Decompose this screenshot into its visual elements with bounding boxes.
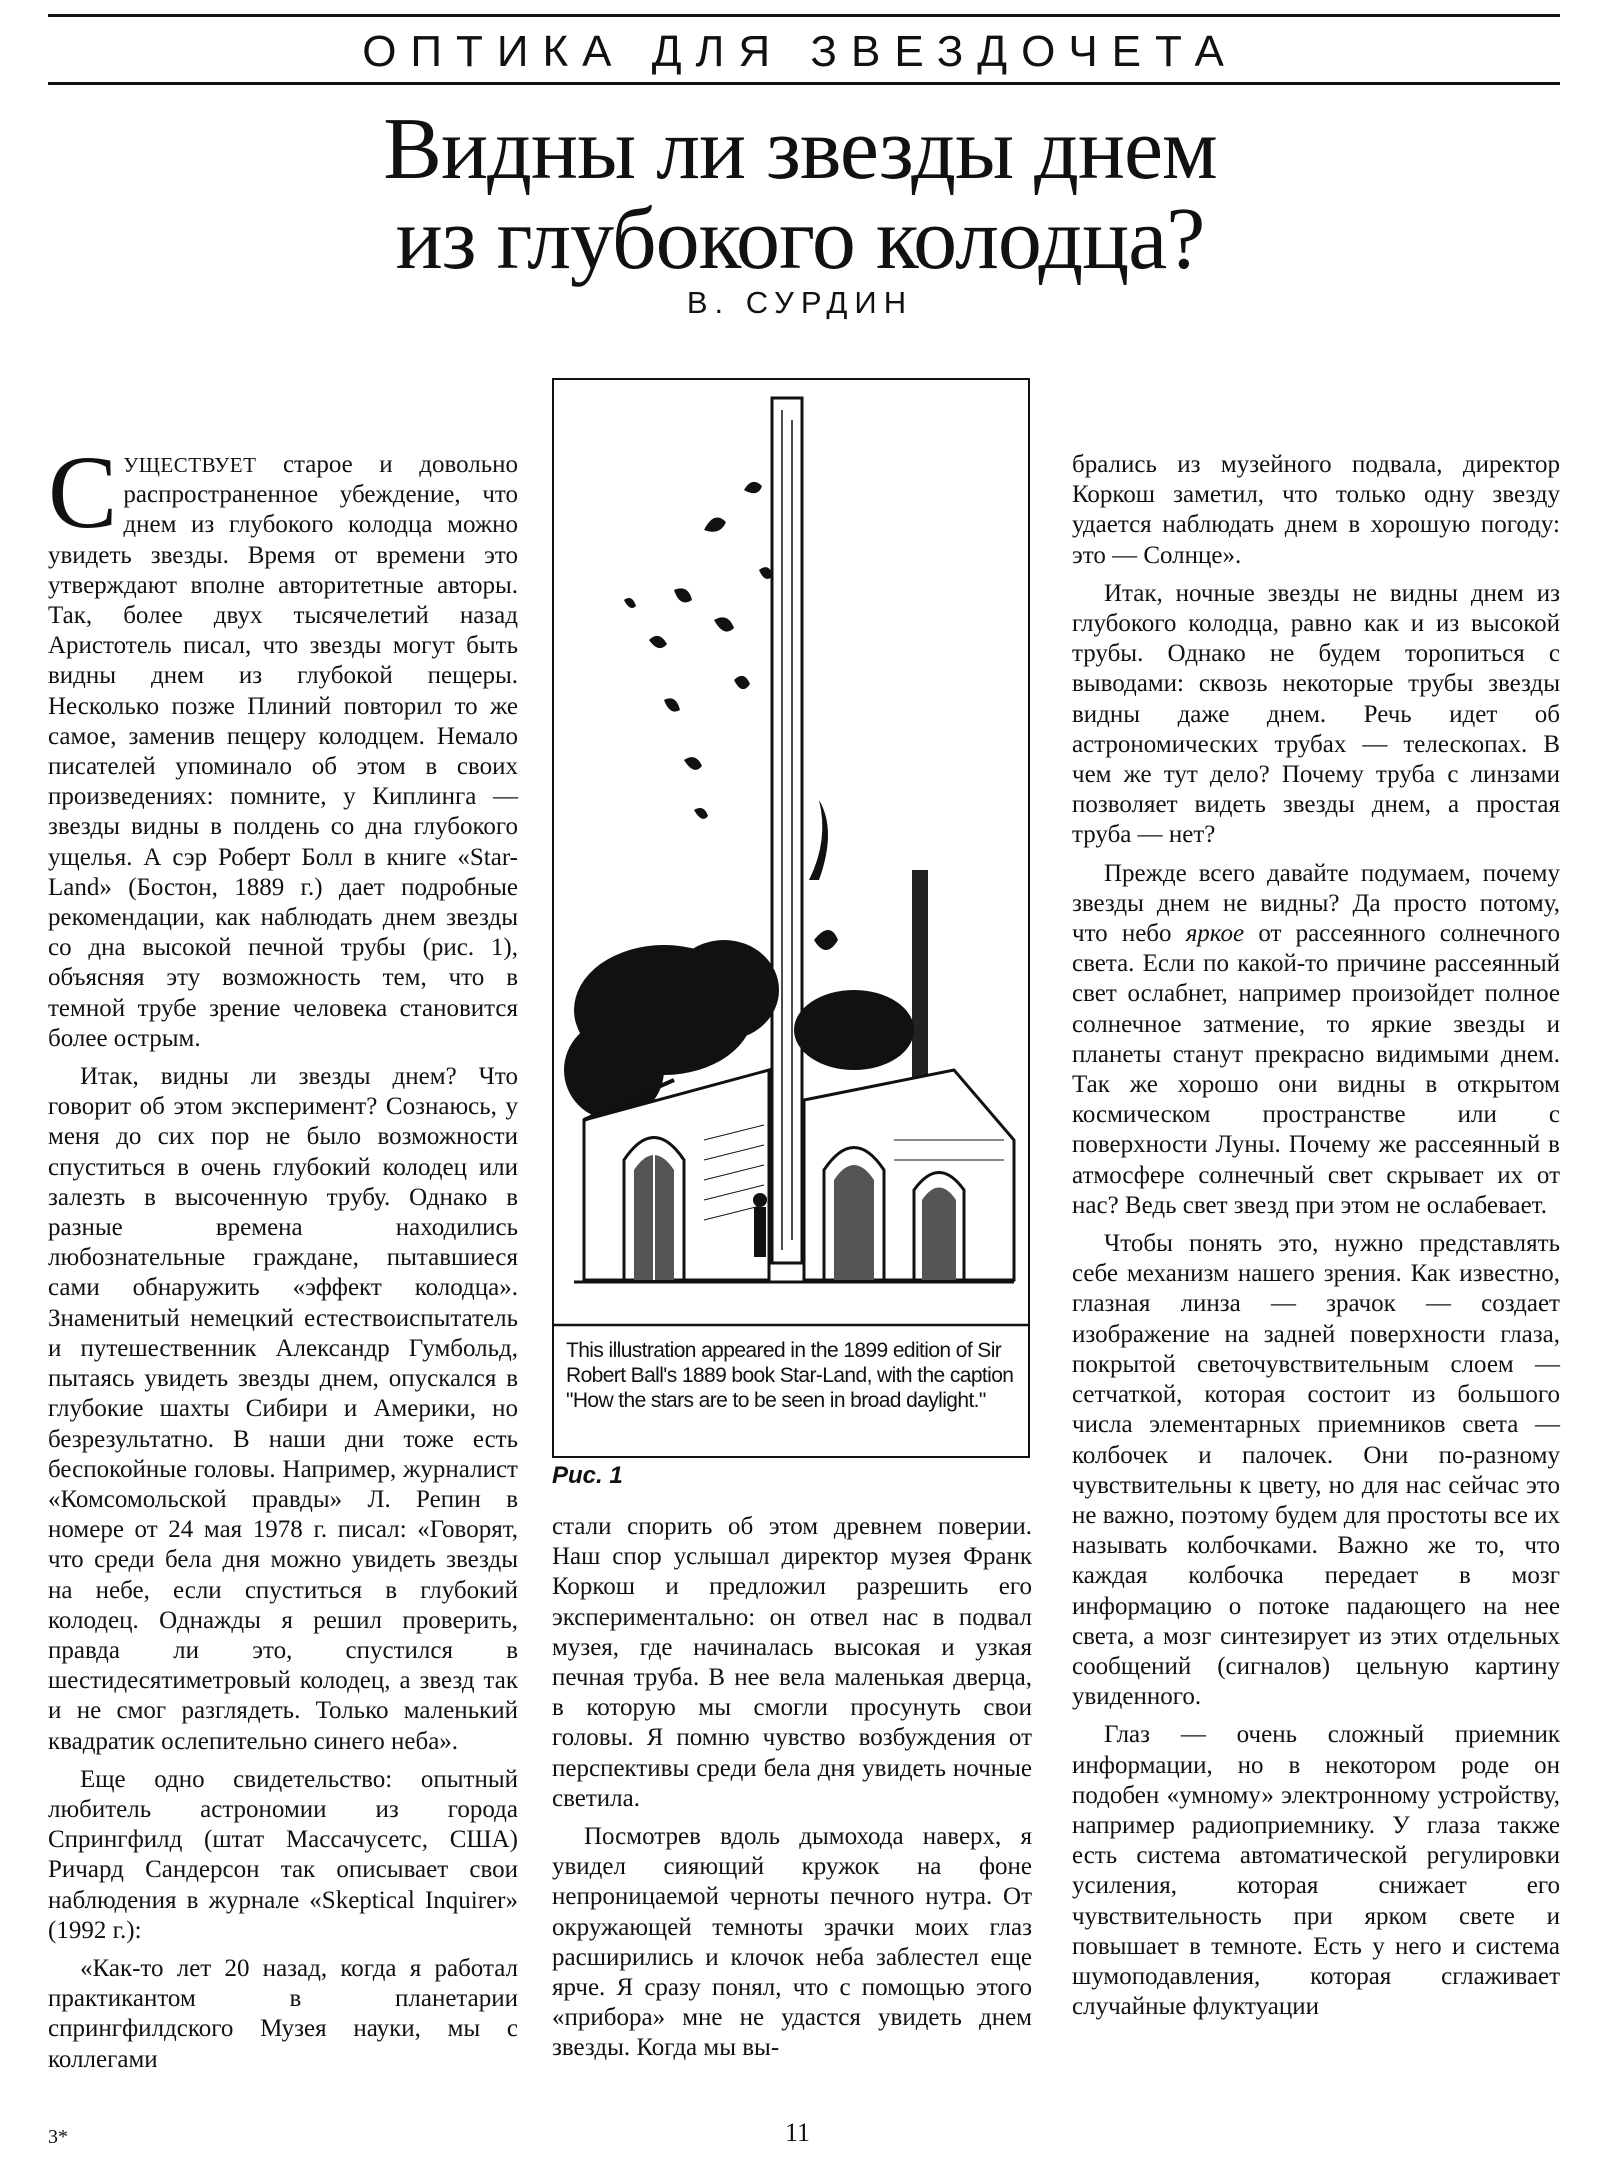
paragraph: Глаз — очень сложный приемник информации, но в некотором роде он подобен «умному» электронному устройству, например радиоприемнику. У глаза также есть система автоматической регулировки усиления, которая снижает его чувствительность при ярком свете и повышает в темноте. Есть у него и система шумоподавления, которая сглаживает случайные флуктуации <box>1072 1721 1560 2021</box>
paragraph-text: от рассеянного солнечного света. Если по какой-то причине рассеянный свет ослабнет, например произойдет полное солнечное затмение, то яркие звезды и планеты станут прекрасно видимыми днем. Так же хорошо они видны в открытом космическом пространстве или с поверхности Луны. Почему же рассеянный в атмосфере солнечный свет скрывает их от нас? Ведь свет звезд при этом не ослабевает. <box>1072 920 1560 1219</box>
smoke-icon <box>624 482 838 950</box>
paragraph: Посмотрев вдоль дымохода наверх, я увидел сияющий кружок на фоне непроницаемой черноты печного нутра. От окружающей темноты зрачки моих глаз расширились и клочок неба заблестел еще ярче. Я сразу понял, что с помощью этого «прибора» мне не удастся увидеть днем звезды. Когда мы вы- <box>552 1823 1032 2062</box>
author-byline: В. СУРДИН <box>686 285 914 320</box>
paragraph: Итак, видны ли звезды днем? Что говорит об этом эксперимент? Сознаюсь, у меня до сих пор не было возможности спуститься в очень глубокий колодец или залезть в высоченную трубу. Однако в разные времена находились любознательные граждане, пытавшиеся сами обнаружить «эффект колодца». Знаменитый немецкий естествоиспытатель и путешественник Александр Гумбольд, пытаясь увидеть звезды днем, опускался в глубокие шахты Сибири и Америки, но безрезультатно. В наши дни тоже есть беспокойные головы. Например, журналист «Комсомольской правды» Л. Репин в номере от 24 мая 1978 г. писал: «Говорят, что среди бела дня можно увидеть звезды на небе, если спуститься в глубокий колодец. Однажды я решил проверить, правда ли это, спустился в шестидесятиметровый колодец, а звезд так и не смог разглядеть. Только маленький квадратик ослепительно синего неба». <box>48 1063 518 1755</box>
person-icon <box>753 1193 767 1257</box>
page-number: 11 <box>785 2118 811 2147</box>
figure-caption-english: This illustration appeared in the 1899 edition of Sir Robert Ball's 1889 book Star-Land, with the caption "How the stars are to be seen in broad daylight." <box>566 1339 1014 1412</box>
paragraph: Итак, ночные звезды не видны днем из глубокого колодца, равно как и из высокой трубы. Однако не будем торопиться с выводами: сквозь некоторые трубы звезды видны даже днем. Речь идет об астрономических трубах — телескопах. В чем же тут дело? Почему труба с линзами позволяет видеть звезды днем, а простая труба — нет? <box>1072 579 1560 849</box>
drop-cap: С <box>48 435 118 550</box>
top-rule <box>48 14 1560 17</box>
lead-in-word: УЩЕСТВУЕТ <box>123 453 257 477</box>
section-rubric: ОПТИКА ДЛЯ ЗВЕЗДОЧЕТА <box>362 27 1238 76</box>
distant-chimney-icon <box>912 870 928 1110</box>
chimney-illustration <box>554 380 1030 1458</box>
text-column-1 <box>48 435 518 2083</box>
chimney-icon <box>772 398 802 1263</box>
paragraph: Чтобы понять это, нужно представлять себе механизм нашего зрения. Как известно, глазная линза — зрачок — создает изображение на задней поверхности глаза, покрытой светочувствительным слоем — сетчаткой, которая состоит из большого числа элементарных приемников света — колбочек и палочек. Они по-разному чувствительны к цвету, но для нас сейчас это не важно, поэтому будем для простоты все их называть колбочками. Важно же то, что каждая колбочка передает в мозг информацию о потоке падающего на нее света, а мозг синтезирует из этих отдельных сообщений (сигналов) цельную картину увиденного. <box>1072 1230 1560 1711</box>
paragraph-text: Прежде всего давайте подумаем, почему звезды днем не видны? Да просто потому, что небо <box>1072 859 1560 948</box>
paragraph: стали спорить об этом древнем поверии. Наш спор услышал директор музея Франк Коркош и предложил разрешить его экспериментально: он отвел нас в подвал музея, где начиналась высокая и узкая печная труба. В нее вела маленькая дверца, в которую мы смогли просунуть свои головы. Я помню чувство возбуждения от перспективы среди бела дня увидеть ночные светила. <box>552 1513 1032 1812</box>
title-line-2: из глубокого колодца? <box>395 191 1205 288</box>
rubric-rule <box>48 82 1560 85</box>
paragraph: Еще одно свидетельство: опытный любитель астрономии из города Спрингфилд (штат Массачусетс, США) Ричард Сандерсон так описывает свои наблюдения в журнале «Skeptical Inquirer» (1992 г.): <box>48 1765 518 1944</box>
article-title <box>0 101 1600 288</box>
figure-illustration <box>552 378 1030 1458</box>
paragraph: «Как-то лет 20 назад, когда я работал практикантом в планетарии спрингфилдского Музея науки, мы с коллегами <box>48 1954 518 2073</box>
paragraph-text: старое и довольно распространенное убеждение, что днем из глубокого колодца можно увидеть звезды. Время от времени это утверждают вполне авторитетные авторы. Так, более двух тысячелетий назад Аристотель писал, что звезды могут быть видны днем из глубокой пещеры. Несколько позже Плиний повторил то же самое, заменив пещеру колодцем. Немало писателей упоминало об этом в своих произведениях: помните, у Киплинга — звезды видны в полдень со дна глубокого ущелья. А сэр Роберт Болл в книге «Star-Land» (Бостон, 1889 г.) дает подробные рекомендации, как наблюдать днем звезды со дна высокой печной трубы (рис. 1), объясняя эту возможность тем, что в темной трубе зрение человека становится более острым. <box>48 451 518 1052</box>
text-column-3 <box>1072 450 1560 2030</box>
paragraph <box>1072 859 1560 1221</box>
title-line-1: Видны ли звезды днем <box>383 101 1217 198</box>
text-column-2 <box>552 1512 1032 2072</box>
paragraph <box>48 435 518 1054</box>
paragraph: брались из музейного подвала, директор Коркош заметил, что только одну звезду удается наблюдать днем в хорошую погоду: это — Солнце». <box>1072 451 1560 569</box>
emphasis-text: яркое <box>1185 920 1245 948</box>
signature-mark: 3* <box>48 2126 68 2148</box>
figure-label: Рис. 1 <box>552 1462 623 1489</box>
